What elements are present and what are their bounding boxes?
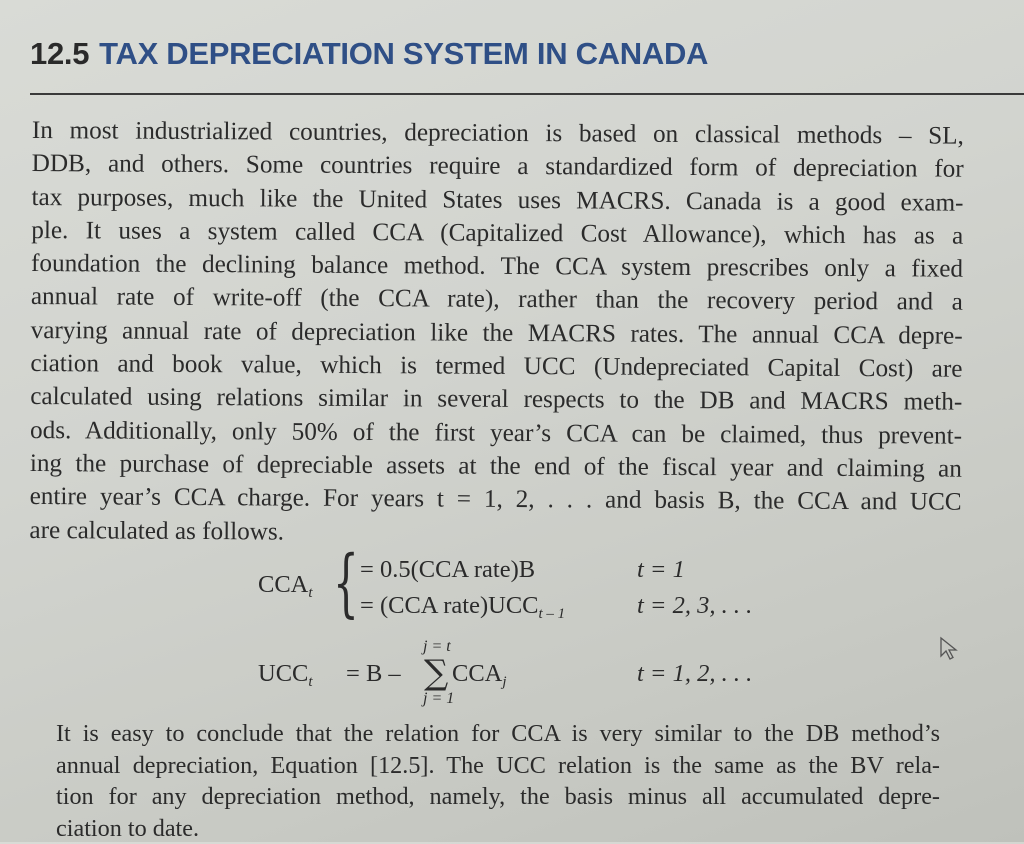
cca-lhs: $CCA_t$ <box>258 571 313 602</box>
cca-case-2: = (CCA $rate)UCC_{t - 1}$ <box>360 592 565 623</box>
paragraph-1 <box>29 114 964 553</box>
paragraph-line: DDB, and others. Some countries require a standardized form of depreciation for <box>32 147 964 186</box>
heading-rule <box>30 93 1024 95</box>
sum-symbol: ∑ <box>424 656 448 690</box>
section-number: 12.5 <box>30 36 89 71</box>
sum-term: $CCA_j$ <box>452 660 507 691</box>
ucc-rhs: = B – <box>346 660 401 688</box>
cca-case-1: = 0.5(CCA rate)B <box>360 556 535 584</box>
paragraph-2 <box>56 718 940 844</box>
sum-upper-limit: j = t <box>423 638 451 656</box>
sum-lower-limit: j = 1 <box>423 690 454 708</box>
section-title: TAX DEPRECIATION SYSTEM IN CANADA <box>99 36 708 71</box>
cca-case-1-condition: t = 1 <box>637 556 685 584</box>
ucc-condition: t = 1, 2, . . . <box>637 660 752 688</box>
section-heading <box>30 36 708 72</box>
paragraph-line: In most industrialized countries, depreciation is based on classical methods – SL, <box>32 114 964 153</box>
paragraph-line: foundation the declining balance method. The CCA system prescribes only a fixed <box>31 247 963 286</box>
paragraph-line: ciation to date. <box>56 813 940 844</box>
paragraph-line: tax purposes, much like the United States uses MACRS. Canada is a good exam- <box>31 181 963 220</box>
paragraph-line: ciation and book value, which is termed UCC (Undepreciated Capital Cost) are <box>30 347 962 386</box>
cca-case-2-condition: t = 2, 3, . . . <box>637 592 752 620</box>
ucc-lhs: $UCC_t$ <box>258 660 313 691</box>
paragraph-line: calculated using relations similar in several respects to the DB and MACRS meth- <box>30 380 962 419</box>
paragraph-line: annual rate of write-off (the CCA rate), rather than the recovery period and a <box>31 280 963 319</box>
mouse-pointer-icon <box>938 636 960 662</box>
paragraph-line: annual depreciation, Equation [12.5]. The UCC relation is the same as the BV rela- <box>56 750 940 782</box>
paragraph-line: ple. It uses a system called CCA (Capitalized Cost Allowance), which has as a <box>31 214 963 253</box>
paragraph-line: are calculated as follows. <box>29 514 961 553</box>
paragraph-line: tion for any depreciation method, namely, the basis minus all accumulated depre- <box>56 781 940 813</box>
paragraph-line: ing the purchase of depreciable assets at the end of the fiscal year and claiming an <box>30 447 962 486</box>
paragraph-line: varying annual rate of depreciation like the MACRS rates. The annual CCA depre- <box>31 314 963 353</box>
paragraph-line: ods. Additionally, only 50% of the first year’s CCA can be claimed, thus prevent- <box>30 414 962 453</box>
left-brace: { <box>333 553 359 613</box>
paragraph-line: It is easy to conclude that the relation for CCA is very similar to the DB method’s <box>56 718 940 750</box>
paragraph-line: entire year’s CCA charge. For years t = 1, 2, . . . and basis B, the CCA and UCC <box>30 480 962 519</box>
